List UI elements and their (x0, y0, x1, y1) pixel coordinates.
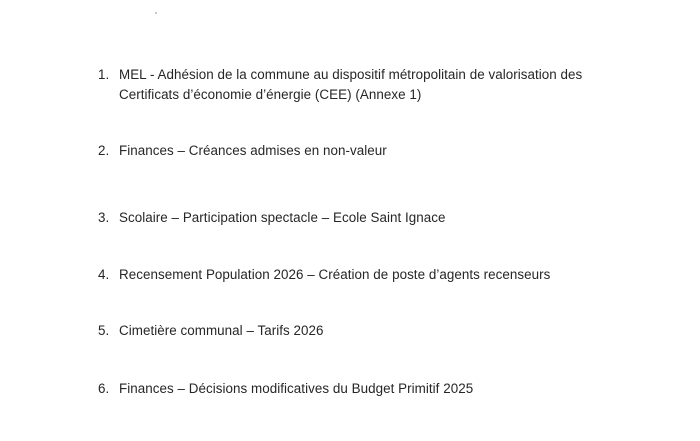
agenda-item-text: Finances – Créances admises en non-valeur (119, 143, 387, 158)
agenda-item-number: 1. (98, 67, 110, 82)
agenda-item-4 (98, 265, 618, 285)
agenda-item-number: 3. (98, 210, 110, 225)
agenda-item-number: 4. (98, 267, 110, 282)
agenda-item-text: MEL - Adhésion de la commune au dispositif métropolitain de valorisation des Certificats d’économie d’énergie (CEE) (Annexe 1) (119, 67, 583, 102)
agenda-item-text: Recensement Population 2026 – Création de poste d’agents recenseurs (119, 267, 551, 282)
agenda-item-text: Finances – Décisions modificatives du Budget Primitif 2025 (119, 381, 474, 396)
agenda-item-number: 6. (98, 381, 110, 396)
agenda-item-number: 5. (98, 323, 110, 338)
agenda-item-6 (98, 379, 618, 399)
agenda-item-2 (98, 141, 618, 161)
agenda-item-text: Scolaire – Participation spectacle – Ecole Saint Ignace (119, 210, 446, 225)
agenda-item-1 (98, 65, 618, 105)
agenda-item-number: 2. (98, 143, 110, 158)
agenda-item-text: Cimetière communal – Tarifs 2026 (119, 323, 324, 338)
agenda-item-3 (98, 208, 618, 228)
agenda-item-5 (98, 321, 618, 341)
